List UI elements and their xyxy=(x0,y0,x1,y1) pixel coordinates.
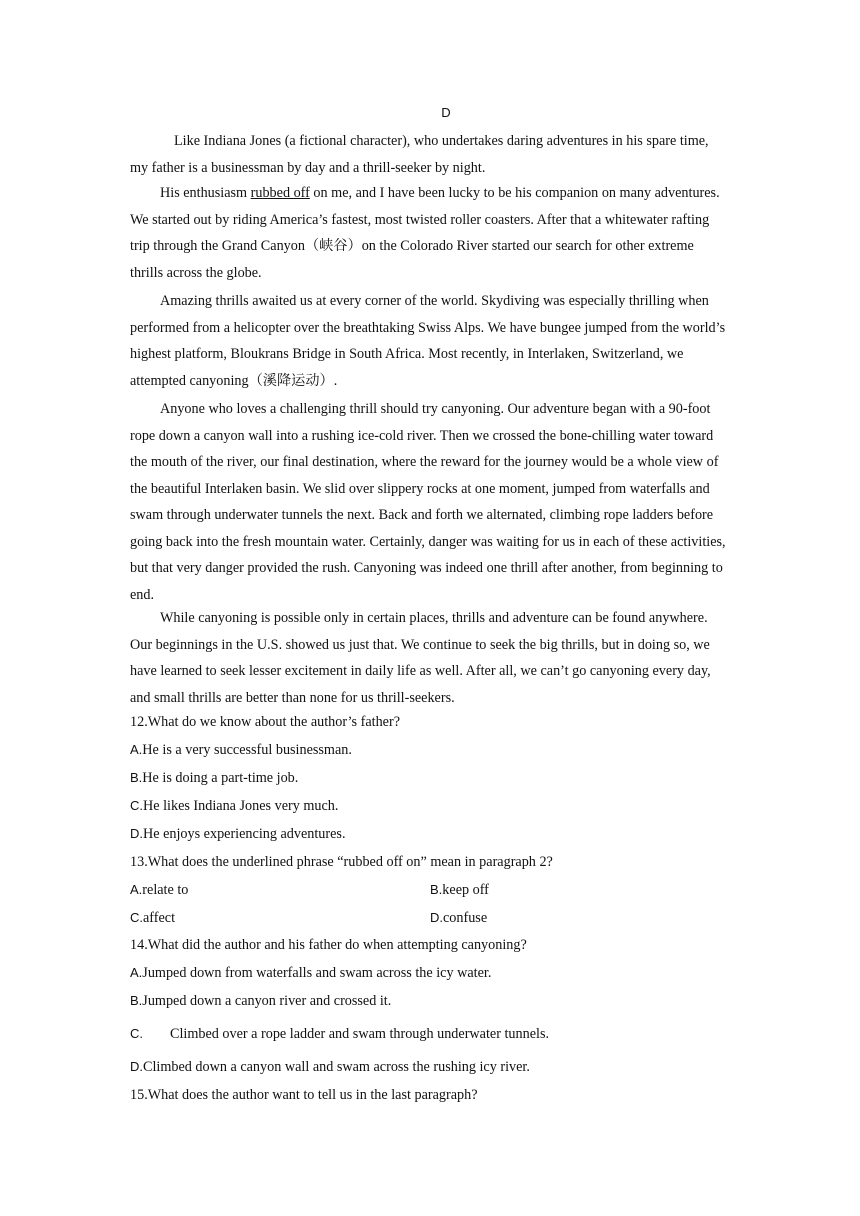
option-letter: B. xyxy=(130,993,143,1008)
option-letter: B. xyxy=(130,770,143,785)
question-13-option-c xyxy=(130,910,175,927)
option-letter: C. xyxy=(130,1026,143,1041)
option-text: He likes Indiana Jones very much. xyxy=(143,798,339,814)
option-letter: A. xyxy=(130,882,143,897)
question-14-option-b xyxy=(130,993,391,1010)
underlined-phrase: rubbed off xyxy=(250,185,310,201)
option-letter: A. xyxy=(130,742,143,757)
question-15-stem xyxy=(130,1087,478,1104)
option-letter: B. xyxy=(430,882,443,897)
option-text: Jumped down a canyon river and crossed it. xyxy=(142,993,392,1009)
option-text: affect xyxy=(143,910,176,926)
question-text: What did the author and his father do when attempting canyoning? xyxy=(147,937,527,953)
question-13-option-a xyxy=(130,882,188,899)
option-text: confuse xyxy=(443,910,488,926)
option-text: He is doing a part-time job. xyxy=(142,770,299,786)
option-letter: A. xyxy=(130,965,143,980)
question-13-option-b xyxy=(430,882,489,899)
option-text: He is a very successful businessman. xyxy=(142,742,352,758)
option-text: Climbed over a rope ladder and swam through underwater tunnels. xyxy=(170,1026,550,1042)
question-number: 14. xyxy=(130,937,148,953)
question-number: 12. xyxy=(130,714,148,730)
question-13-option-d xyxy=(430,910,487,927)
question-13-stem xyxy=(130,854,553,871)
question-14-option-c xyxy=(130,1026,549,1043)
option-text: Climbed down a canyon wall and swam across the rushing icy river. xyxy=(143,1059,530,1075)
paragraph-2 xyxy=(130,180,726,286)
paragraph-2-text-start: His enthusiasm xyxy=(160,185,251,201)
question-14-option-a xyxy=(130,965,491,982)
question-number: 13. xyxy=(130,854,148,870)
option-letter: C. xyxy=(130,798,143,813)
option-letter: D. xyxy=(130,826,143,841)
question-12-stem xyxy=(130,714,400,731)
question-text: What do we know about the author’s father? xyxy=(147,714,401,730)
question-12-option-b xyxy=(130,770,298,787)
option-text: He enjoys experiencing adventures. xyxy=(143,826,346,842)
section-heading: D xyxy=(441,105,451,120)
question-12-option-c xyxy=(130,798,338,815)
option-text: relate to xyxy=(142,882,189,898)
paragraph-5: While canyoning is possible only in certain places, thrills and adventure can be found anywhere. Our beginnings in the U.S. showed us just that. We continue to seek the big thrills, but in doing so, we have learned to seek lesser excitement in daily life as well. After all, we can’t go canyoning every day, and small thrills are better than none for us thrill-seekers. xyxy=(130,610,711,706)
paragraph-4: Anyone who loves a challenging thrill should try canyoning. Our adventure began with a 90-foot rope down a canyon wall into a rushing ice-cold river. Then we crossed the bone-chilling water toward the mouth of the river, our final destination, where the reward for the journey would be a whole view of the beautiful Interlaken basin. We slid over slippery rocks at one moment, jumped from waterfalls and swam through underwater tunnels the next. Back and forth we alternated, climbing rope ladders before going back into the fresh mountain water. Certainly, danger was waiting for us in each of these activities, but that very danger provided the rush. Canyoning was indeed one thrill after another, from beginning to end. xyxy=(130,401,726,603)
question-14-stem xyxy=(130,937,527,954)
option-text: keep off xyxy=(442,882,489,898)
option-letter: D. xyxy=(430,910,443,925)
question-12-option-a xyxy=(130,742,352,759)
option-letter: C. xyxy=(130,910,143,925)
option-text: Jumped down from waterfalls and swam across the icy water. xyxy=(142,965,492,981)
paragraph-1: Like Indiana Jones (a fictional character), who undertakes daring adventures in his spare time, my father is a businessman by day and a thrill-seeker by night. xyxy=(130,133,709,176)
option-letter: D. xyxy=(130,1059,143,1074)
question-12-option-d xyxy=(130,826,346,843)
question-text: What does the underlined phrase “rubbed off on” mean in paragraph 2? xyxy=(147,854,553,870)
question-14-option-d xyxy=(130,1059,530,1076)
paragraph-2-text-end: on me, and I have been lucky to be his companion on many adventures. We started out by riding America’s fastest, most twisted roller coasters. After that a whitewater rafting trip through the Grand Canyon（峡谷）on the Colorado River started our search for other extreme thrills across the globe. xyxy=(130,185,720,281)
question-number: 15. xyxy=(130,1087,148,1103)
question-text: What does the author want to tell us in the last paragraph? xyxy=(147,1087,478,1103)
paragraph-3: Amazing thrills awaited us at every corner of the world. Skydiving was especially thrilling when performed from a helicopter over the breathtaking Swiss Alps. We have bungee jumped from the world’s highest platform, Bloukrans Bridge in South Africa. Most recently, in Interlaken, Switzerland, we attempted canyoning（溪降运动）. xyxy=(130,293,726,389)
